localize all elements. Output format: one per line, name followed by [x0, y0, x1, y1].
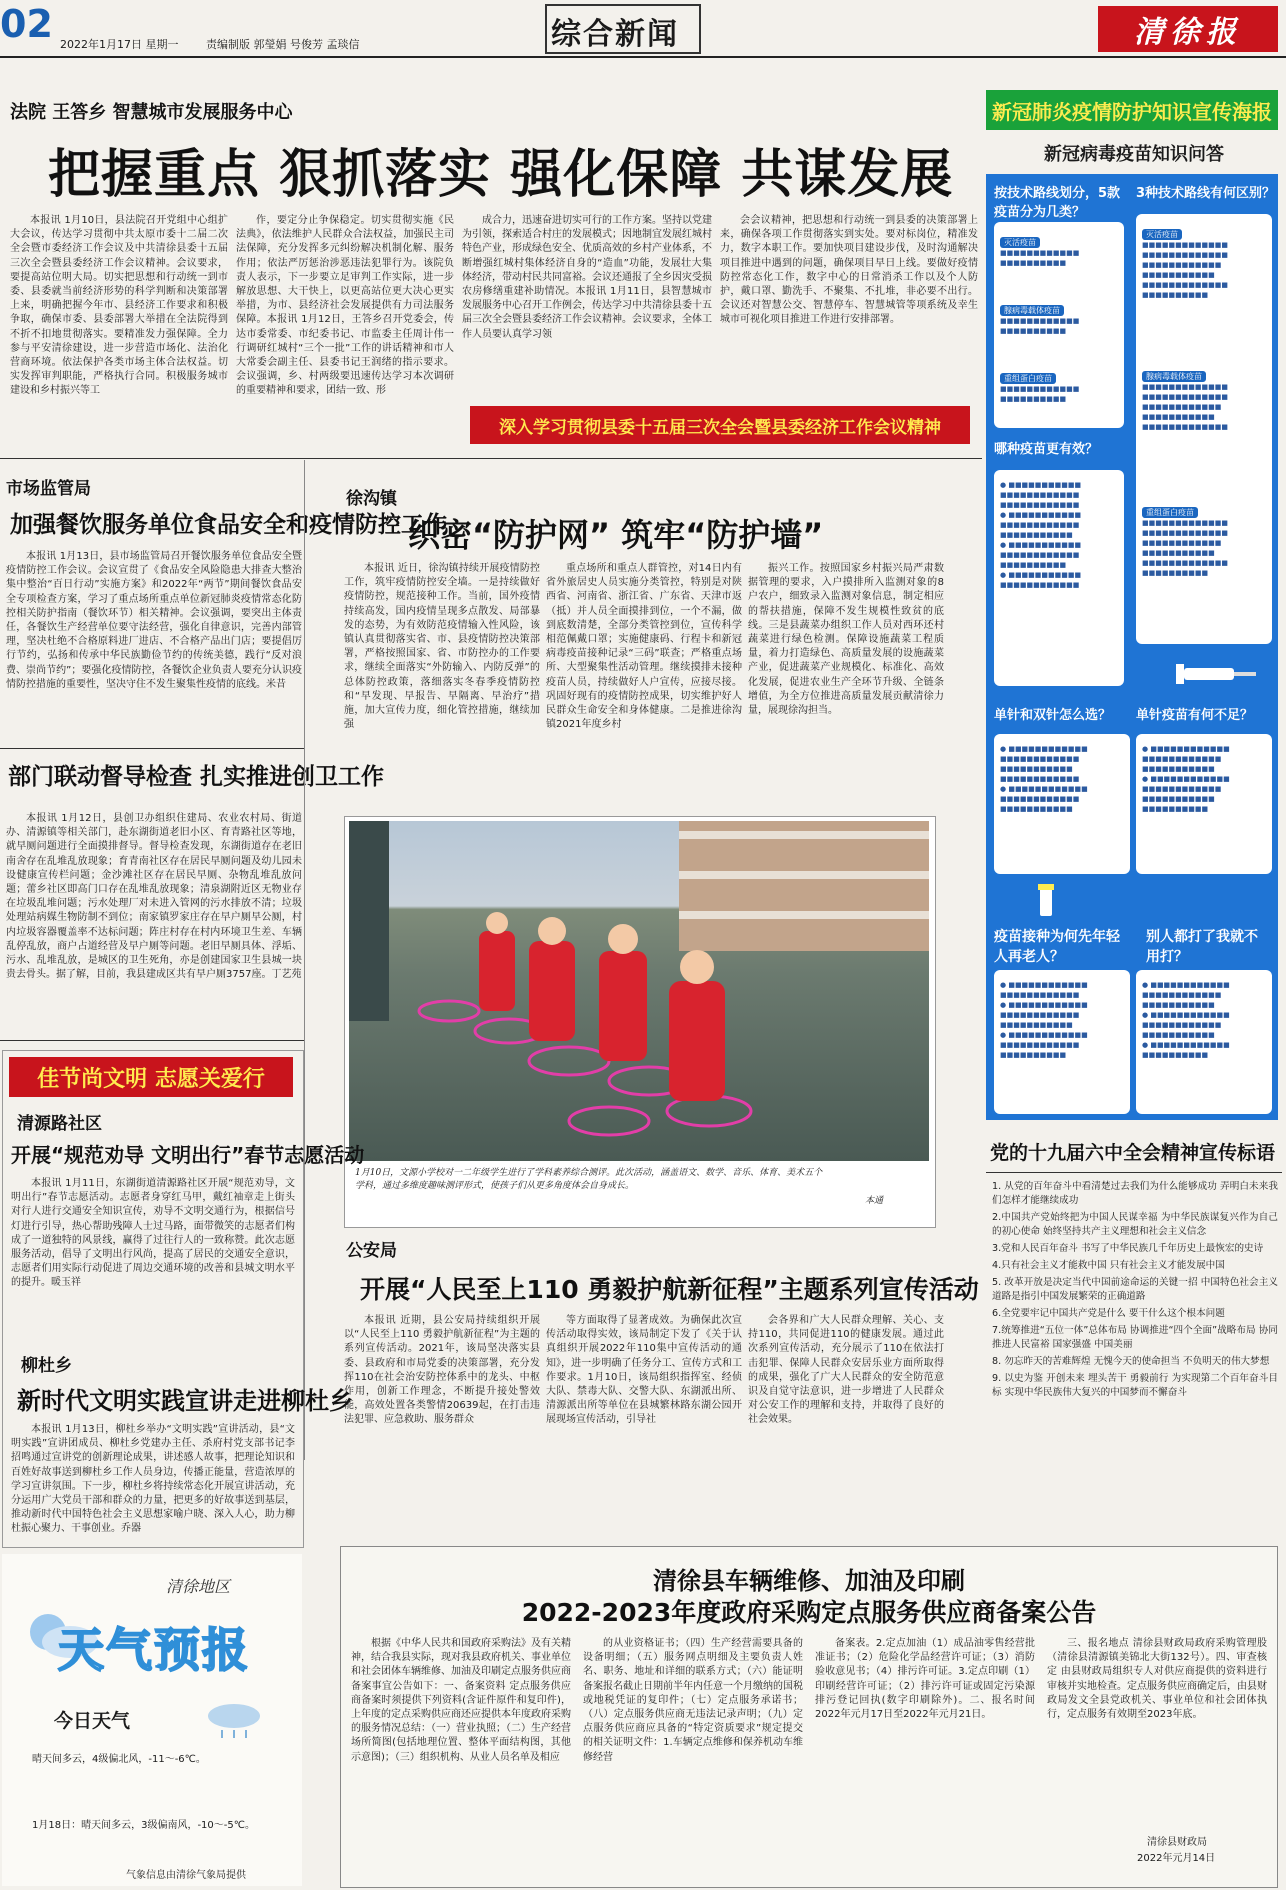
lead-col1: 本报讯 1月10日，县法院召开党组中心组扩大会议，传达学习贯彻中共太原市委十二届二次全会暨市委经济工作会议及中共清徐县委十五届三次全会暨县委经济工作会议精神。会议要求，要提高站位明大局。切实把思想和行动统一到市委、县委就当前经济形势的科学判断和决策部署上来，明确把握今年市、县经济工作要求和积极争取，确保市委、县委部署大举措在全法院得到不折不扣地贯彻落实。要精准发力强保障。全力参与平安清徐建设，进一步营造市场化、法治化营商环境。依法保护各类市场主体合法权益。切实发挥审判职能，严格执行合同。积极服务城市建设和乡村振兴等工 [10, 215, 228, 397]
festival-banner: 佳节尚文明 志愿关爱行 [9, 1057, 293, 1097]
slogan-9: 9. 以史为鉴 开创未来 埋头苦干 勇毅前行 为实现第二个百年奋斗目标 实现中华民族伟大复兴的中国梦而不懈奋斗 [992, 1373, 1278, 1398]
tag-inactivated-2: 灭活疫苗 [1142, 229, 1182, 240]
poster-body [986, 174, 1278, 1120]
vaccine-icon [1026, 882, 1066, 922]
weather-today: 晴天间多云，4级偏北风，-11～-6℃。 [32, 1754, 206, 1765]
notice-title1: 清徐县车辆维修、加油及印刷 [653, 1567, 965, 1595]
poster-q2: 3种技术路线有何区别？ [1136, 186, 1276, 201]
lead-banner: 深入学习贯彻县委十五届三次全会暨县委经济工作会议精神 [470, 406, 970, 444]
market-kicker: 市场监管局 [6, 479, 91, 499]
poster-q7: 别人都打了我就不用打？ [1146, 929, 1258, 965]
slogan-list [992, 1180, 1278, 1532]
weather-box [2, 1554, 302, 1886]
weather-region: 清徐地区 [166, 1577, 231, 1596]
section-title: 综合新闻 [551, 17, 679, 52]
weather-tomorrow: 1月18日：晴天间多云，3级偏南风，-10～-5℃。 [32, 1820, 255, 1831]
slogan-4: 4.只有社会主义才能救中国 只有社会主义才能发展中国 [992, 1260, 1225, 1271]
poster-card-4: ● ■■■■■■■■■■■■ ■■■■■■■■■■■■ ■■■■■■■■■■■ ■■■■■■■■■■■■ ● ■■■■■■■■■■■■ ■■■■■■■■■■■■ ■■■■■■■■■■■ [994, 734, 1130, 874]
notice-box [340, 1546, 1278, 1888]
editors-line: 责编制版 郭瑩娟 号俊芳 孟琰信 [206, 38, 360, 51]
page-number: 02 [0, 2, 53, 46]
notice-col1: 根据《中华人民共和国政府采购法》及有关精神，结合我县实际，现对我县政府机关、事业单位和社会团体车辆维修、加油及印刷定点服务供应商备案事宜公告如下：一、备案资料 定点服务供应商备案时须提供下列资料(含证件原件和复印件)，上年度的定点采购供应商还应提供本年度政府采购的服务情况总结：（一）营业执照；（二）生产经营场所简图(包括地理位置、整体平面结构图，其他示意图)；（三）组织机构、从业人员名单及相应 [351, 1638, 571, 1763]
festival-box [2, 1050, 365, 1548]
xugou-col1: 本报讯 近日，徐沟镇持续开展疫情防控工作，筑牢疫情防控安全墙。一是持续做好疫情防控，规范接种工作。当前，国外疫情持续高发，国内疫情呈现多点散发、局部暴发的态势，为有效防范疫情输入性风险，该镇认真贯彻落实省、市、县疫情防控决策部署，严格按照国家、省、市防控办的工作要求，继续全面落实“外防输入、内防反弹”的总体防控政策，落细落实冬春季疫情防控和“早发现、早报告、早隔离、早治疗”措施，加大宣传力度，细化管控措施，继续加强 [344, 563, 540, 731]
weather-logo [22, 1598, 282, 1678]
festival-text2: 本报讯 1月13日，柳杜乡举办“文明实践”宣讲活动，县“文明实践”宣讲团成员、柳杜乡党建办主任、杀府村党支部书记李招鸣通过宣讲党的创新理论成果，讲述感人故事，把理论知识和百姓好故事送到柳杜乡工作人员身边，传播正能量，营造浓厚的学习宣讲氛围。下一步，柳杜乡将持续常态化开展宣讲活动，充分运用广大党员干部和群众的力量，把更多的好故事送到基层，推动新时代中国特色社会主义思想家喻户晓、深入人心，助力柳杜振心聚力、干事创业。乔器 [11, 1424, 295, 1535]
police-col3: 会各界和广大人民群众理解、关心、支持110，共同促进110的健康发展。通过此次系列宣传活动，充分展示了110在依法打击犯罪、保障人民群众安居乐业方面所取得的成果，强化了广大人民群众的安全防范意识及自觉守法意识，进一步增进了人民群众对公安工作的理解和支持，并取得了良好的社会效果。 [748, 1315, 944, 1426]
tag-recombinant-2: 重组蛋白疫苗 [1142, 507, 1198, 518]
festival-kicker1: 清源路社区 [17, 1114, 102, 1134]
lead-col2: 作，要定分止争保稳定。切实贯彻实施《民法典》，依法维护人民群众合法权益，加强民主司法保障，充分发挥多元纠纷解决机制化解、服务作用；依法严厉惩治涉恶违法犯罪行为。该院负责人表示，下一步要立足审判工作实际，进一步解放思想、大干快上，以更高站位更大决心更实举措，为市、县经济社会发展提供有力司法服务保障。本报讯 1月12日，王答乡召开党委会，传达市委常委、市纪委书记、市监委主任周计伟一行调研红城村“三个一批”工作的讲话精神和市人大常委会副主任、县委书记王润绪的指示要求。会议强调，乡、村两级要迅速传达学习本次调研的重要精神和要求，团结一致、形 [236, 215, 454, 397]
poster-q5: 单针疫苗有何不足？ [1136, 708, 1254, 723]
xugou-col2: 重点场所和重点人群管控，对14日内有省外旅居史人员实施分类管控，特别是对陕西省、河南省、浙江省、广东省、天津市返（抵）并人员全面摸排到位，一个不漏，做到底数清楚，全部分类管控到位，宣传科学相范佩戴口罩；实施健康码、行程卡和新冠病毒疫苗接种记录“三码”联查；严格重点场所、大型聚集性活动管理。继续摸排未接种疫苗人员，持续做好人户宣传，应接尽接。巩固好现有的疫情防控成果，切实维护好人民群众生命安全和身体健康。二是推进徐沟镇2021年度乡村 [546, 563, 742, 731]
lead-headline: 把握重点 狠抓落实 强化保障 共谋发展 [48, 145, 954, 205]
date-line: 2022年1月17日 星期一 [60, 38, 179, 51]
poster-title-bar [986, 90, 1278, 130]
masthead-rule [0, 56, 1286, 58]
weather-today-label: 今日天气 [54, 1710, 131, 1732]
festival-headline1: 开展“规范劝导 文明出行”春节志愿活动 [11, 1143, 365, 1167]
tag-inactivated: 灭活疫苗 [1000, 237, 1040, 248]
lead-col3: 成合力，迅速奋进切实可行的工作方案。坚持以党建为引领，探索适合村庄的发展模式；因地制宜发展红城村特色产业，形成绿色安全、优质高效的乡村产业体系，不断增强红城村集体经济自身的“造血”功能，发展壮大集体经济，带动村民共同富裕。会议还通报了全乡因灾受损农房修缮重建补助情况。本报讯 1月11日，县智慧城市发展服务中心召开工作例会，传达学习中共清徐县委十五届三次全会暨县委经济工作会议精神。会议要求，全体工作人员要认真学习领 [462, 215, 712, 340]
poster-title: 新冠肺炎疫情防护知识宣传海报 [992, 99, 1272, 124]
slogan-7: 7.统筹推进“五位一体”总体布局 协调推进“四个全面”战略布局 协同推进人民富裕 国家强盛 中国美丽 [992, 1325, 1278, 1350]
poster-q6: 疫苗接种为何先年轻人再老人？ [994, 929, 1120, 965]
poster-card-6: ● ■■■■■■■■■■■■ ■■■■■■■■■■■■ ● ■■■■■■■■■■■■ ■■■■■■■■■■■■ ■■■■■■■■■■■ ● ■■■■■■■■■■■■ ■■■■■■■■■■■■ ■■■■■■■■■■ [994, 970, 1130, 1114]
covid-poster [982, 90, 1286, 1120]
syringe-icon [1174, 654, 1264, 694]
festival-text1: 本报讯 1月11日，东湖街道清源路社区开展“规范劝导，文明出行”春节志愿活动。志愿者身穿红马甲，戴红袖章走上街头对行人进行交通安全知识宣传，劝导不文明交通行为，根据信号灯进行引导，热心帮助残障人士过马路，面带微笑的志愿者们构成了一道独特的风景线，赢得了过往行人的一致称赞。此次志愿服务活动，倡导了文明出行风尚，提高了居民的交通安全意识，志愿者们用实际行动促进了周边交通环境的改善和县城文明水平的提升。暖玉祥 [11, 1178, 295, 1289]
poster-card-2: 灭活疫苗 ■■■■■■■■■■■■■ ■■■■■■■■■■■■■ ■■■■■■■■■■■■ ■■■■■■■■■■■ ■■■■■■■■■■■■■ ■■■■■■■■■■ 腺病毒载体疫苗 ■■■■■■■■■■■■■ ■■■■■■■■■■■■■ ■■■■■■■■■■■■ ■■■■■■■■■■■ ■■■■■■■■■■■■■ 重组蛋白疫苗 ■■■■■■■■■■■■■ ■■■■■■■■■■■■■ ■■■■■■■■■■■■ ■■■■■■■■■■■ ■■■■■■■■■■■■■ ■■■■■■■■■■ [1136, 214, 1272, 644]
slogan-8: 8. 勿忘昨天的苦难辉煌 无愧今天的使命担当 不负明天的伟大梦想 [992, 1356, 1270, 1367]
police-kicker: 公安局 [346, 1241, 397, 1261]
photo-credit: 本通 [865, 1196, 884, 1206]
police-headline: 开展“人民至上110 勇毅护航新征程”主题系列宣传活动 [360, 1275, 979, 1304]
slogan-box [980, 1132, 1286, 1540]
notice-date: 2022年元月14日 [1137, 1853, 1216, 1864]
poster-card-3: ● ■■■■■■■■■■■ ■■■■■■■■■■■■ ■■■■■■■■■■■■ ● ■■■■■■■■■■■ ■■■■■■■■■■■■ ■■■■■■■■■■■ ● ■■■■■■■■■■■ ■■■■■■■■■■■■ ■■■■■■■■■■ ● ■■■■■■■■■■■ ■■■■■■■■■■■■ [994, 470, 1124, 686]
poster-card-7: ● ■■■■■■■■■■■■ ■■■■■■■■■■■■ ■■■■■■■■■■■ ● ■■■■■■■■■■■■ ■■■■■■■■■■■■ ■■■■■■■■■■■ ● ■■■■■■■■■■■■ ■■■■■■■■■■ [1136, 970, 1272, 1114]
paper-name-logo [1098, 6, 1278, 52]
paper-name: 清徐报 [1134, 15, 1242, 50]
notice-signer: 清徐县财政局 [1147, 1837, 1207, 1848]
lead-bottom-rule [0, 458, 982, 459]
linkage-bottom-rule [0, 1040, 304, 1041]
photo-caption: 1月10日，文源小学校对一二年级学生进行了学科素养综合测评。此次活动，涵盖语文、数学、音乐、体育、美术五个学科，通过多维度趣味测评形式，使孩子们从更多角度体会自身成长。 [355, 1168, 823, 1191]
masthead [0, 0, 1286, 58]
weather-source: 气象信息由清徐气象局提供 [126, 1870, 246, 1881]
notice-col2: 的从业资格证书；（四）生产经营需要具备的设备明细；（五）服务网点明细及主要负责人姓名、职务、地址和详细的联系方式；（六）能证明备案报名截止日期前半年内任意一个月缴纳的国税或地税凭证的复印件；（七）定点服务承诺书；（八）定点服务供应商无违法记录声明；（九）定点服务供应商应具备的“特定资质要求”规定提交的相关证明文件：1.车辆定点维修和保养机动车维修经营 [583, 1638, 803, 1763]
police-col2: 等方面取得了显著成效。为确保此次宣传活动取得实效，该局制定下发了《关于认真组织开展2022年110集中宣传活动的通知》，进一步明确了任务分工、宣传方式和工作要求。1月10日，该局组织指挥室、经侦大队、禁毒大队、交警大队、东湖派出所、清源派出所等单位在县城繁林路东湖公园开展现场宣传活动，引导社 [546, 1315, 742, 1426]
tag-recombinant: 重组蛋白疫苗 [1000, 373, 1056, 384]
notice-col3: 备案表。2.定点加油（1）成品油零售经营批准证书；（2）危险化学品经营许可证；（3）消防验收意见书；（4）排污许可证。3.定点印刷（1）印刷经营许可证；（2）排污许可证或固定污染源排污登记回执(数字印刷除外)。二、报名时间 2022年元月17日至2022年元月21日。 [815, 1638, 1035, 1721]
photo-frame [344, 816, 936, 1228]
tag-adenovirus-2: 腺病毒载体疫苗 [1142, 371, 1206, 382]
slogan-title-rule [986, 1172, 1282, 1173]
slogan-2: 2.中国共产党始终把为中国人民谋幸福 为中华民族谋复兴作为自己的初心使命 始终坚持共产主义理想和社会主义信念 [992, 1212, 1278, 1237]
slogan-title: 党的十九届六中全会精神宣传标语 [990, 1142, 1276, 1164]
notice-col4: 三、报名地点 清徐县财政局政府采购管理股（清徐县清源镇美锦北大街132号）。四、审查核定 由县财政局组织专人对供应商提供的资料进行审核并实地检查。定点服务供应商确定后，由县财政局发文全县党政机关、事业单位和社会团体执行，定点服务有效期至2023年底。 [1047, 1638, 1267, 1721]
market-headline: 加强餐饮服务单位食品安全和疫情防控工作 [10, 512, 447, 538]
festival-kicker2: 柳杜乡 [21, 1356, 72, 1376]
slogan-6: 6.全党要牢记中国共产党是什么 要干什么这个根本问题 [992, 1308, 1225, 1319]
poster-subtitle: 新冠病毒疫苗知识问答 [1044, 144, 1224, 165]
slogan-1: 1. 从党的百年奋斗中看清楚过去我们为什么能够成功 弄明白未来我们怎样才能继续成功 [992, 1181, 1278, 1206]
linkage-headline: 部门联动督导检查 扎实推进创卫工作 [8, 764, 385, 790]
poster-card-5: ● ■■■■■■■■■■■■ ■■■■■■■■■■■■ ■■■■■■■■■■■ ● ■■■■■■■■■■■■ ■■■■■■■■■■■■ ■■■■■■■■■■■ ■■■■■■■■■■ [1136, 734, 1272, 874]
poster-q3: 哪种疫苗更有效？ [994, 442, 1099, 457]
school-photo [349, 821, 929, 1161]
market-bottom-rule [0, 748, 304, 749]
market-text: 本报讯 1月13日，县市场监管局召开餐饮服务单位食品安全暨疫情防控工作会议。会议宣贯了《食品安全风险隐患大排查大整治集中整治“百日行动”实施方案》和2022年“两节”期间餐饮食品安全专项检查方案，学习了重点场所重点单位新冠肺炎疫情常态化防控相关防护指南（餐饮环节）相关精神。会议强调，要突出主体责任，各餐饮生产经营单位要守法经营，强化自律意识，完善内部管理，坚决杜绝不合格原料进厂进店、不合格产品出门店；要提倡厉行节约，弘扬和传承中华民族勤俭节约的传统美德，践行“反对浪费、崇尚节约”；要强化疫情防控，各餐饮企业负责人要充分认识疫情防控措施的重要性，坚决守住不发生聚集性疫情的底线。米昔 [6, 551, 302, 690]
xugou-kicker: 徐沟镇 [346, 489, 397, 509]
police-col1: 本报讯 近期，县公安局持续组织开展以“人民至上110 勇毅护航新征程”为主题的系列宣传活动。2021年，该局坚决落实县委、县政府和市局党委的决策部署，充分发挥110在社会治安防控体系中的龙头、中枢作用，创新工作理念，不断提升接处警效能，高效处置各类警情20639起，在打击违法犯罪、应急救助、服务群众 [344, 1315, 540, 1426]
linkage-text: 本报讯 1月12日，县创卫办组织住建局、农业农村局、街道办、清源镇等相关部门，赴东湖街道老旧小区、育青路社区等地，就早厕问题进行全面摸排督导。督导检查发现，东湖街道存在老旧南舍存在乱堆乱放现象；育青南社区存在居民早厕问题及幼儿园未设健康宣传栏问题；金沙滩社区存在居民早厕、杂物乱堆乱放问题；蕾乡社区即高门口存在乱堆乱放现象；清泉湖附近区无物业存在垃圾乱堆问题；污水处理厂对未进入管网的污水排放不清；垃圾处理站病媒生物防制不到位；南家镇罗家庄存在早户厕早公厕，村内垃圾容器覆盖率不达标问题；阵庄村存在村内环境卫生差、车辆乱停乱放，商户占道经营及早户厕等问题。老旧早厕具体、浮垢、污水、乱堆乱放，是城区的卫生死角，亦是创建国家卫生县城一块贵去骨头。据了解，目前，我县建成区共有早户厕3757座。丁艺苑 [6, 813, 302, 981]
poster-q4: 单针和双针怎么选？ [994, 708, 1112, 723]
festival-headline2: 新时代文明实践宣讲走进柳杜乡 [17, 1387, 353, 1415]
slogan-5: 5. 改革开放是决定当代中国前途命运的关键一招 中国特色社会主义道路是指引中国发展繁荣的正确道路 [992, 1277, 1278, 1302]
lead-col4: 会会议精神，把思想和行动统一到县委的决策部署上来，确保各项工作贯彻落实到实处。要对标岗位，精准发力，数字本职工作。要加快项目建设步伐，及时沟通解决项目推进中遇到的问题，确保项目早日上线。要做好疫情防控常态化工作，数字中心的日常消杀工作以及个人防护，戴口罩、勤洗手、不聚集、不扎堆，非必要不出行。会议还对智慧公交、智慧停车、智慧城管等项系统及幸生城市可视化项目推进工作进行安排部署。 [720, 215, 978, 326]
slogan-3: 3.党和人民百年奋斗 书写了中华民族几千年历史上最恢宏的史诗 [992, 1243, 1264, 1254]
xugou-headline: 织密“防护网” 筑牢“防护墙” [408, 516, 824, 554]
weather-title: 天气预报 [58, 1623, 250, 1677]
poster-card-1: 灭活疫苗 ■■■■■■■■■■■■ ■■■■■■■■■■ 腺病毒载体疫苗 ■■■■■■■■■■■■ ■■■■■■■■■■ 重组蛋白疫苗 ■■■■■■■■■■■■ ■■■■■■■■■■ [994, 222, 1124, 428]
xugou-col3: 振兴工作。按照国家乡村振兴局严肃数据管理的要求，入户摸排所入监测对象的8户农户，细致录入监测对象信息，制定相应的帮扶措施，保障不发生规模性致贫的底线。三是县蔬菜办组织工作人员对西环还村蔬菜进行绿色检测。保障设施蔬菜工程质量，着力打造绿色、高质量发展的设施蔬菜产业，促进蔬菜产业规模化、标准化、高效化发展，促进农业生产全环节升级、全链条增值，为全方位推进高质量发展贡献清徐力量，展现徐沟担当。 [748, 563, 944, 717]
left-column-divider [304, 460, 305, 1460]
poster-q1: 按技术路线划分，5款疫苗分为几类？ [994, 186, 1121, 220]
notice-title2: 2022-2023年度政府采购定点服务供应商备案公告 [521, 1598, 1097, 1627]
lead-kicker: 法院 王答乡 智慧城市发展服务中心 [10, 102, 293, 123]
tag-adenovirus: 腺病毒载体疫苗 [1000, 305, 1064, 316]
snow-cloud-icon [202, 1700, 266, 1740]
